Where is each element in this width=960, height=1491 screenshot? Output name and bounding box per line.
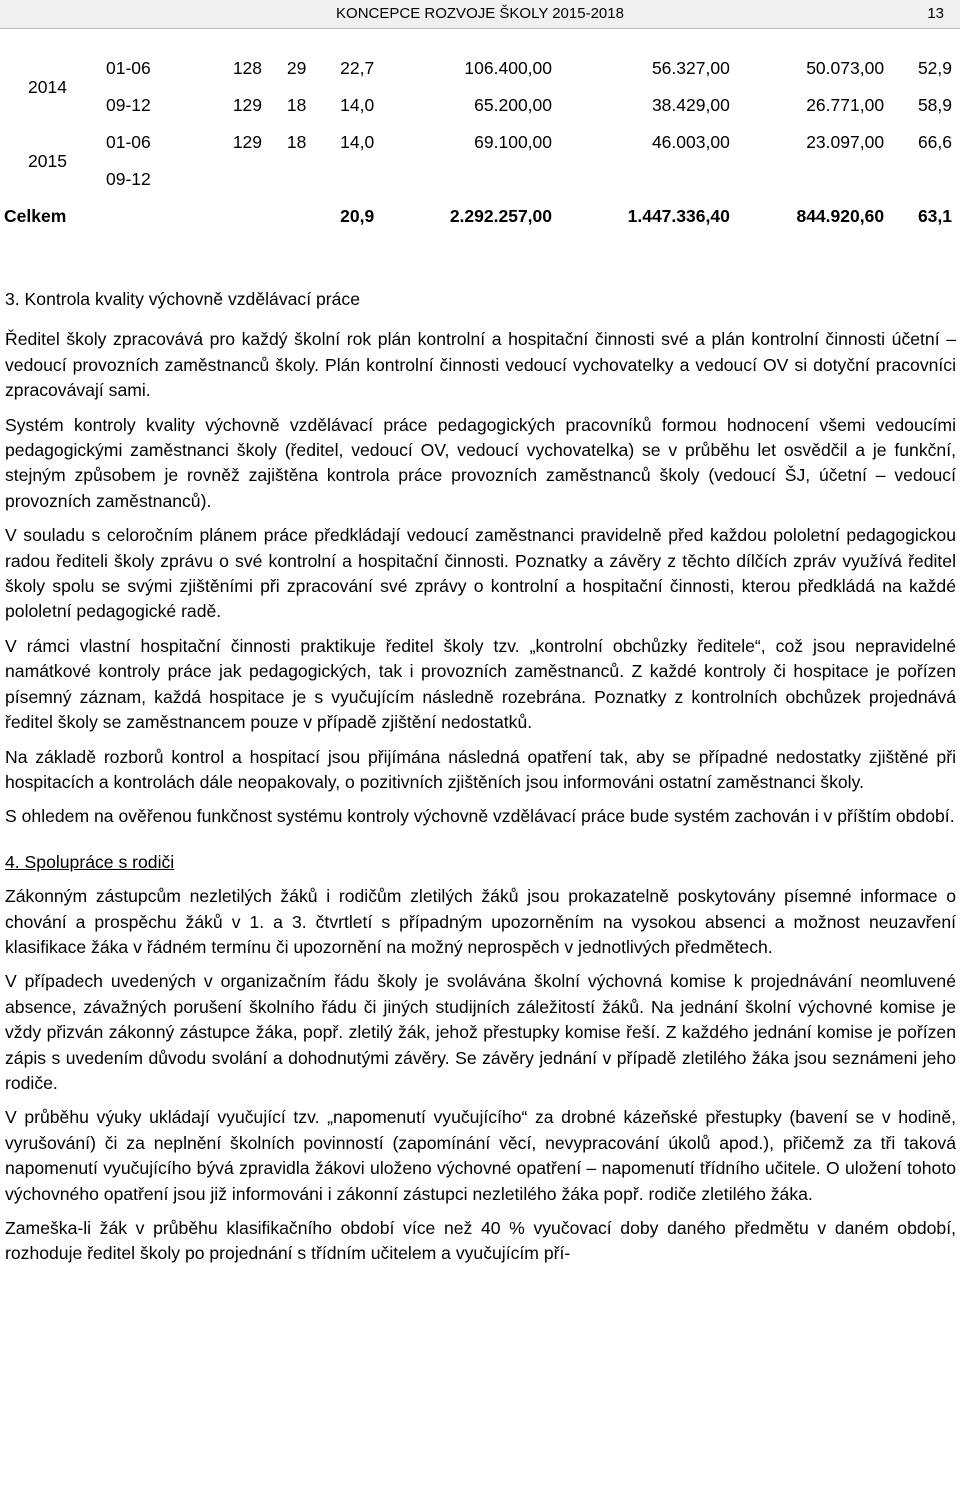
page-number: 13 — [927, 5, 944, 22]
table-cell — [314, 161, 382, 198]
paragraph: Systém kontroly kvality výchovně vzdělávací práce pedagogických pracovníků formou hodnocení všemi vedoucími pedagogickými zaměstnanci školy (ředitel, vedoucí OV, vedoucí vychovatelka) se v průběhu let osvědčil a je funkční, stejným způsobem je rovněž zajištěna kontrola práce provozních zaměstnanců školy (vedoucí ŠJ, účetní – vedoucí provozních zaměstnanců). — [5, 414, 956, 511]
table-cell: 66,6 — [917, 132, 952, 152]
table-cell: 58,9 — [917, 95, 952, 115]
paragraph: Ředitel školy zpracovává pro každý školní rok plán kontrolní a hospitační činnosti své a plán kontrolní činnosti účetní – vedoucí provozních zaměstnanců školy. Plán kontrolní činnosti vedoucí vychovatelky a vedoucí OV si dotyční pracovníci zpracovávají sami. — [5, 329, 956, 401]
table-cell: 128 — [232, 58, 263, 78]
table-cell-period: 01-06 — [106, 58, 151, 78]
section-heading-3: 3. Kontrola kvality výchovně vzdělávací práce — [5, 289, 360, 309]
table-cell: 63,1 — [917, 206, 952, 226]
table-cell — [738, 161, 892, 198]
paragraph: V rámci vlastní hospitační činnosti praktikuje ředitel školy tzv. „kontrolní obchůzky ředitele“, což jsou nepravidelné namátkové kontroly práce jak pedagogických, tak i provozních zaměstnanců. Z každé kontroly či hospitace je pořízen písemný záznam, každá hospitace je s vyučujícím následně rozebrána. Poznatky z kontrolních obchůzek projednává ředitel školy se zaměstnancem pouze v případě zjištění nedostatků. — [5, 635, 956, 733]
document-title: KONCEPCE ROZVOJE ŠKOLY 2015-2018 — [336, 5, 624, 22]
table-cell — [382, 161, 560, 198]
table-cell: 46.003,00 — [651, 132, 730, 152]
table-cell: 56.327,00 — [651, 58, 730, 78]
table-cell: 129 — [232, 132, 263, 152]
table-total-row — [4, 198, 960, 235]
paragraph: V průběhu výuky ukládají vyučující tzv. „napomenutí vyučujícího“ za drobné kázeňské přestupky (bavení se v hodině, vyrušování) či za neplnění školních povinností (zapomínání věcí, nevypracování úkolů apod.), přičemž za tři taková napomenutí vyučujícího bývá zpravidla žákovi uloženo výchovné opatření – napomenutí třídního učitele. O uložení tohoto výchovného opatření jsou již informováni i zákonní zástupci nezletilého žáka popř. rodiče zletilého žáka. — [5, 1107, 956, 1204]
table-cell: 65.200,00 — [474, 95, 553, 115]
table-cell: 26.771,00 — [806, 95, 885, 115]
table-cell — [560, 161, 738, 198]
table-cell: 18 — [286, 95, 307, 115]
table-row — [4, 87, 960, 124]
table-cell-period: 09-12 — [106, 95, 151, 115]
table-cell-year: 2015 — [28, 150, 67, 171]
table-cell: 129 — [232, 95, 263, 115]
table-cell — [270, 161, 314, 198]
table-cell: 23.097,00 — [806, 132, 885, 152]
table-cell: 29 — [286, 58, 307, 78]
paragraph: V případech uvedených v organizačním řádu školy je svolávána školní výchovná komise k projednávání neomluvené absence, závažných porušení školního řádu či jiných studijních záležitostí žáků. Na jednání školní výchovné komise je vždy přizván zákonný zástupce žáka, popř. zletilý žák, jehož přestupky komise řeší. Z každého jednání komise je pořízen zápis s uvedením důvodu svolání a dohodnutými závěry. Se závěry jednání v případě zletilého žáka jsou seznámeni jeho rodiče. — [5, 971, 956, 1093]
paragraph: Zákonným zástupcům nezletilých žáků i rodičům zletilých žáků jsou prokazatelně poskytovány písemné informace o chování a prospěchu žáků v 1. a 3. čtvrtletí s případným upozorněním na vysokou absenci a možnost neuzavření klasifikace žáka v řádném termínu či upozornění na možný neprospěch v jednotlivých předmětech. — [5, 886, 956, 957]
table-row — [4, 124, 960, 161]
document-body — [5, 285, 956, 1276]
table-cell: 106.400,00 — [464, 58, 553, 78]
paragraph: Na základě rozborů kontrol a hospitací jsou přijímána následná opatření tak, aby se případné nedostatky zjištěné při hospitacích a kontrolách dále neopakovaly, o pozitivních zjištěních jsou informováni ostatní zaměstnanci školy. — [5, 746, 956, 792]
table-cell: 52,9 — [917, 58, 952, 78]
table-cell-period: 01-06 — [106, 132, 151, 152]
table-cell: 50.073,00 — [806, 58, 885, 78]
paragraph: S ohledem na ověřenou funkčnost systému kontroly výchovně vzdělávací práce bude systém zachován i v příštím období. — [5, 806, 955, 827]
table-cell: 14,0 — [340, 95, 375, 115]
table-cell: 20,9 — [340, 206, 375, 226]
section-heading-4: 4. Spolupráce s rodiči — [5, 851, 175, 872]
table-cell: 1.447.336,40 — [627, 206, 730, 226]
total-label: Celkem — [4, 206, 67, 226]
table-cell — [210, 161, 270, 198]
table-cell: 844.920,60 — [796, 206, 885, 226]
page-header — [0, 0, 960, 29]
paragraph: V souladu s celoročním plánem práce předkládají vedoucí zaměstnanci pravidelně před každou pololetní pedagogickou radou řediteli školy zprávu o své kontrolní a hospitační činnosti. Poznatky a závěry z těchto dílčích zpráv využívá ředitel školy spolu se svými zjištěními při zpracování své zprávy o kontrolní a hospitační činnosti, kterou předkládá na každé pololetní pedagogické radě. — [5, 525, 956, 622]
table-row — [4, 50, 960, 87]
table-cell — [892, 161, 960, 198]
table-cell-period: 09-12 — [106, 169, 151, 189]
paragraph: Zameška-li žák v průběhu klasifikačního období více než 40 % vyučovací doby daného předmětu v daném období, rozhoduje ředitel školy po projednání s třídním učitelem a vyučujícím pří- — [5, 1218, 956, 1264]
table-row — [4, 161, 960, 198]
table-cell-year: 2014 — [28, 76, 67, 97]
budget-table — [4, 50, 960, 235]
table-cell: 69.100,00 — [474, 132, 553, 152]
table-cell: 38.429,00 — [651, 95, 730, 115]
table-cell: 18 — [286, 132, 307, 152]
table-cell: 22,7 — [340, 58, 375, 78]
table-cell: 2.292.257,00 — [449, 206, 553, 226]
table-cell: 14,0 — [340, 132, 375, 152]
